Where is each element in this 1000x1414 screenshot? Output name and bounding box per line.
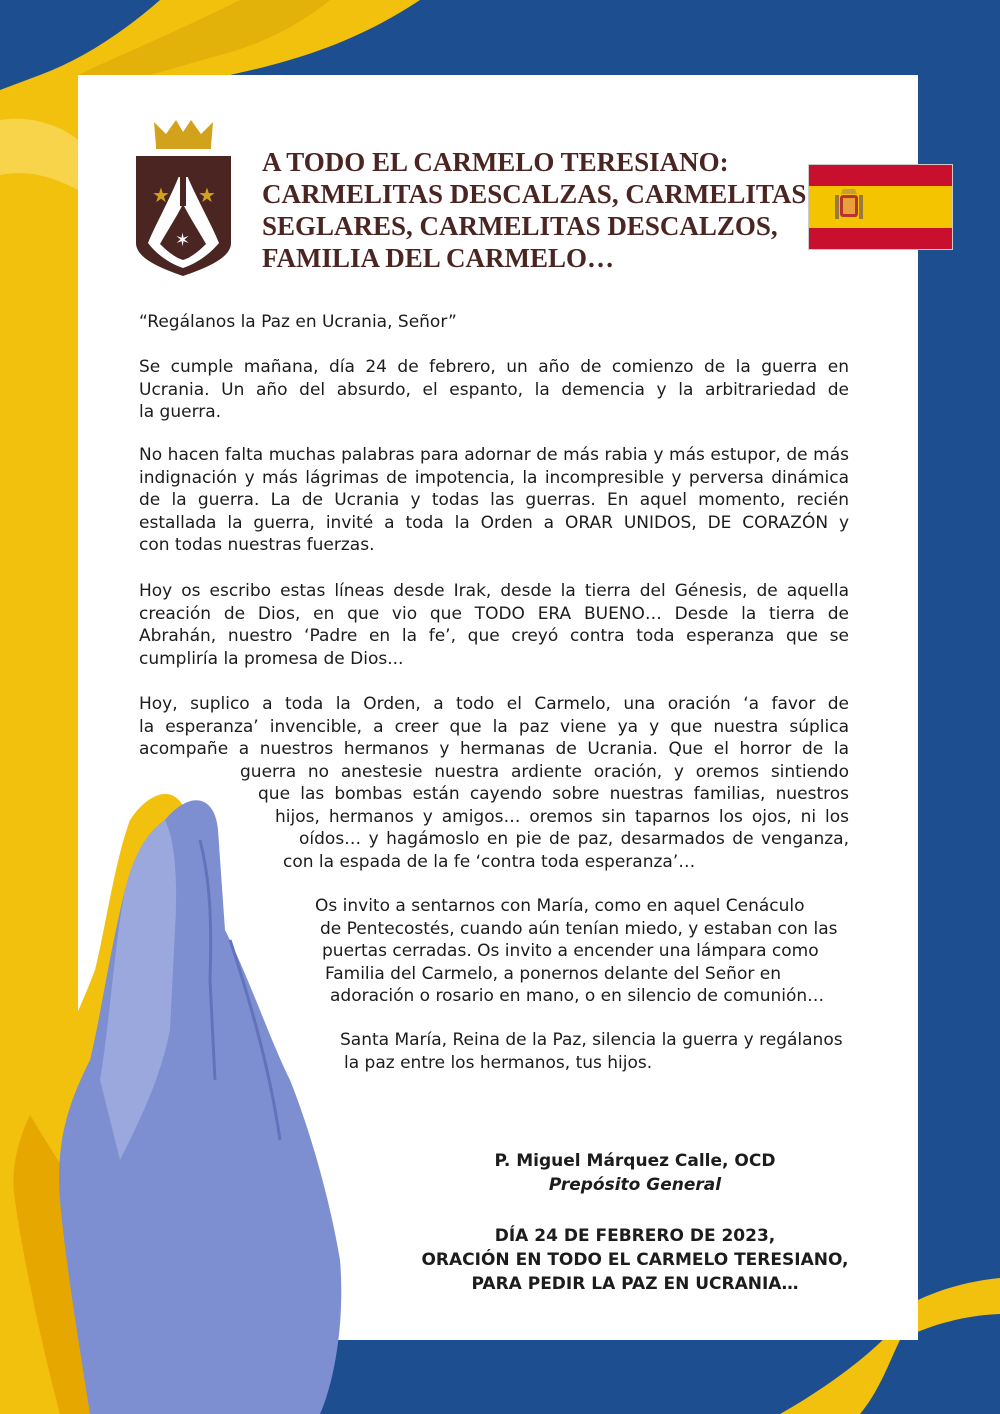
text-line: acompañe a nuestros hermanos y hermanas de Ucrania. Que el horror de la: [139, 739, 849, 759]
letter-quote: “Regálanos la Paz en Ucrania, Señor”: [139, 312, 457, 332]
text-line: Hoy os escribo estas líneas desde Irak, desde la tierra del Génesis, de aquella: [139, 581, 849, 601]
svg-text:★: ★: [198, 183, 216, 207]
title-line: SEGLARES, CARMELITAS DESCALZOS,: [262, 211, 778, 241]
praying-hands-icon: [0, 780, 350, 1414]
title-line: FAMILIA DEL CARMELO…: [262, 243, 615, 273]
svg-text:★: ★: [152, 183, 170, 207]
signature-block: [380, 1149, 890, 1197]
text-line: Familia del Carmelo, a ponernos delante del Señor en: [325, 963, 781, 984]
text-line: la paz entre los hermanos, tus hijos.: [344, 1052, 653, 1073]
text-line: que las bombas están cayendo sobre nuestras familias, nuestros: [258, 784, 849, 804]
closing-line: ORACIÓN EN TODO EL CARMELO TERESIANO,: [421, 1250, 849, 1270]
text-line: de Pentecostés, cuando aún tenían miedo, y estaban con las: [320, 918, 838, 939]
text-line: Ucrania. Un año del absurdo, el espanto, la demencia y la arbitrariedad de: [139, 379, 849, 400]
text-line: con la espada de la fe ‘contra toda esperanza’…: [283, 851, 696, 872]
closing-line: DÍA 24 DE FEBRERO DE 2023,: [494, 1226, 776, 1246]
text-line: estallada la guerra, invité a toda la Orden a ORAR UNIDOS, DE CORAZÓN y: [139, 512, 849, 533]
text-line: creación de Dios, en que vio que TODO ERA BUENO… Desde la tierra de: [139, 603, 849, 624]
text-line: oídos… y hagámoslo en pie de paz, desarmados de venganza,: [299, 829, 849, 849]
signature-name: P. Miguel Márquez Calle, OCD: [494, 1151, 776, 1171]
page-title: [262, 146, 807, 274]
text-line: cumpliría la promesa de Dios...: [139, 648, 404, 669]
letter-paragraph-3: [139, 580, 849, 670]
text-line: No hacen falta muchas palabras para adornar de más rabia y más estupor, de más: [139, 445, 849, 465]
text-line: Se cumple mañana, día 24 de febrero, un año de comienzo de la guerra en: [139, 357, 849, 377]
text-line: indignación y más lágrimas de impotencia, la incompresible y perversa dinámica: [139, 467, 849, 488]
text-line: puertas cerradas. Os invito a encender una lámpara como: [322, 941, 819, 961]
closing-block: [380, 1224, 890, 1296]
closing-line: PARA PEDIR LA PAZ EN UCRANIA…: [471, 1274, 799, 1294]
text-line: adoración o rosario en mano, o en silencio de comunión…: [330, 986, 825, 1006]
carmelite-shield-icon: [136, 118, 231, 278]
text-line: Hoy, suplico a toda la Orden, a todo el Carmelo, una oración ‘a favor de: [139, 694, 849, 714]
text-line: Santa María, Reina de la Paz, silencia la guerra y regálanos: [340, 1030, 843, 1050]
text-line: hijos, hermanos y amigos… oremos sin taparnos los ojos, ni los: [275, 806, 849, 827]
spain-flag-icon: [808, 164, 953, 250]
signature-role: Prepósito General: [548, 1175, 722, 1195]
letter-paragraph-1: [139, 356, 849, 424]
text-line: guerra no anestesie nuestra ardiente oración, y oremos sintiendo: [240, 761, 849, 782]
text-line: la esperanza’ invencible, a creer que la paz viene ya y que nuestra súplica: [139, 716, 849, 737]
title-line: CARMELITAS DESCALZAS, CARMELITAS: [262, 179, 807, 209]
text-line: Os invito a sentarnos con María, como en aquel Cenáculo: [315, 896, 805, 916]
letter-paragraph-2: [139, 444, 849, 557]
text-line: con todas nuestras fuerzas.: [139, 535, 375, 555]
text-line: Abrahán, nuestro ‘Padre en la fe’, que creyó contra toda esperanza que se: [139, 626, 849, 646]
text-line: la guerra.: [139, 402, 222, 422]
svg-text:✶: ✶: [175, 230, 191, 251]
title-line: A TODO EL CARMELO TERESIANO:: [262, 147, 729, 177]
text-line: de la guerra. La de Ucrania y todas las guerras. En aquel momento, recién: [139, 490, 849, 510]
